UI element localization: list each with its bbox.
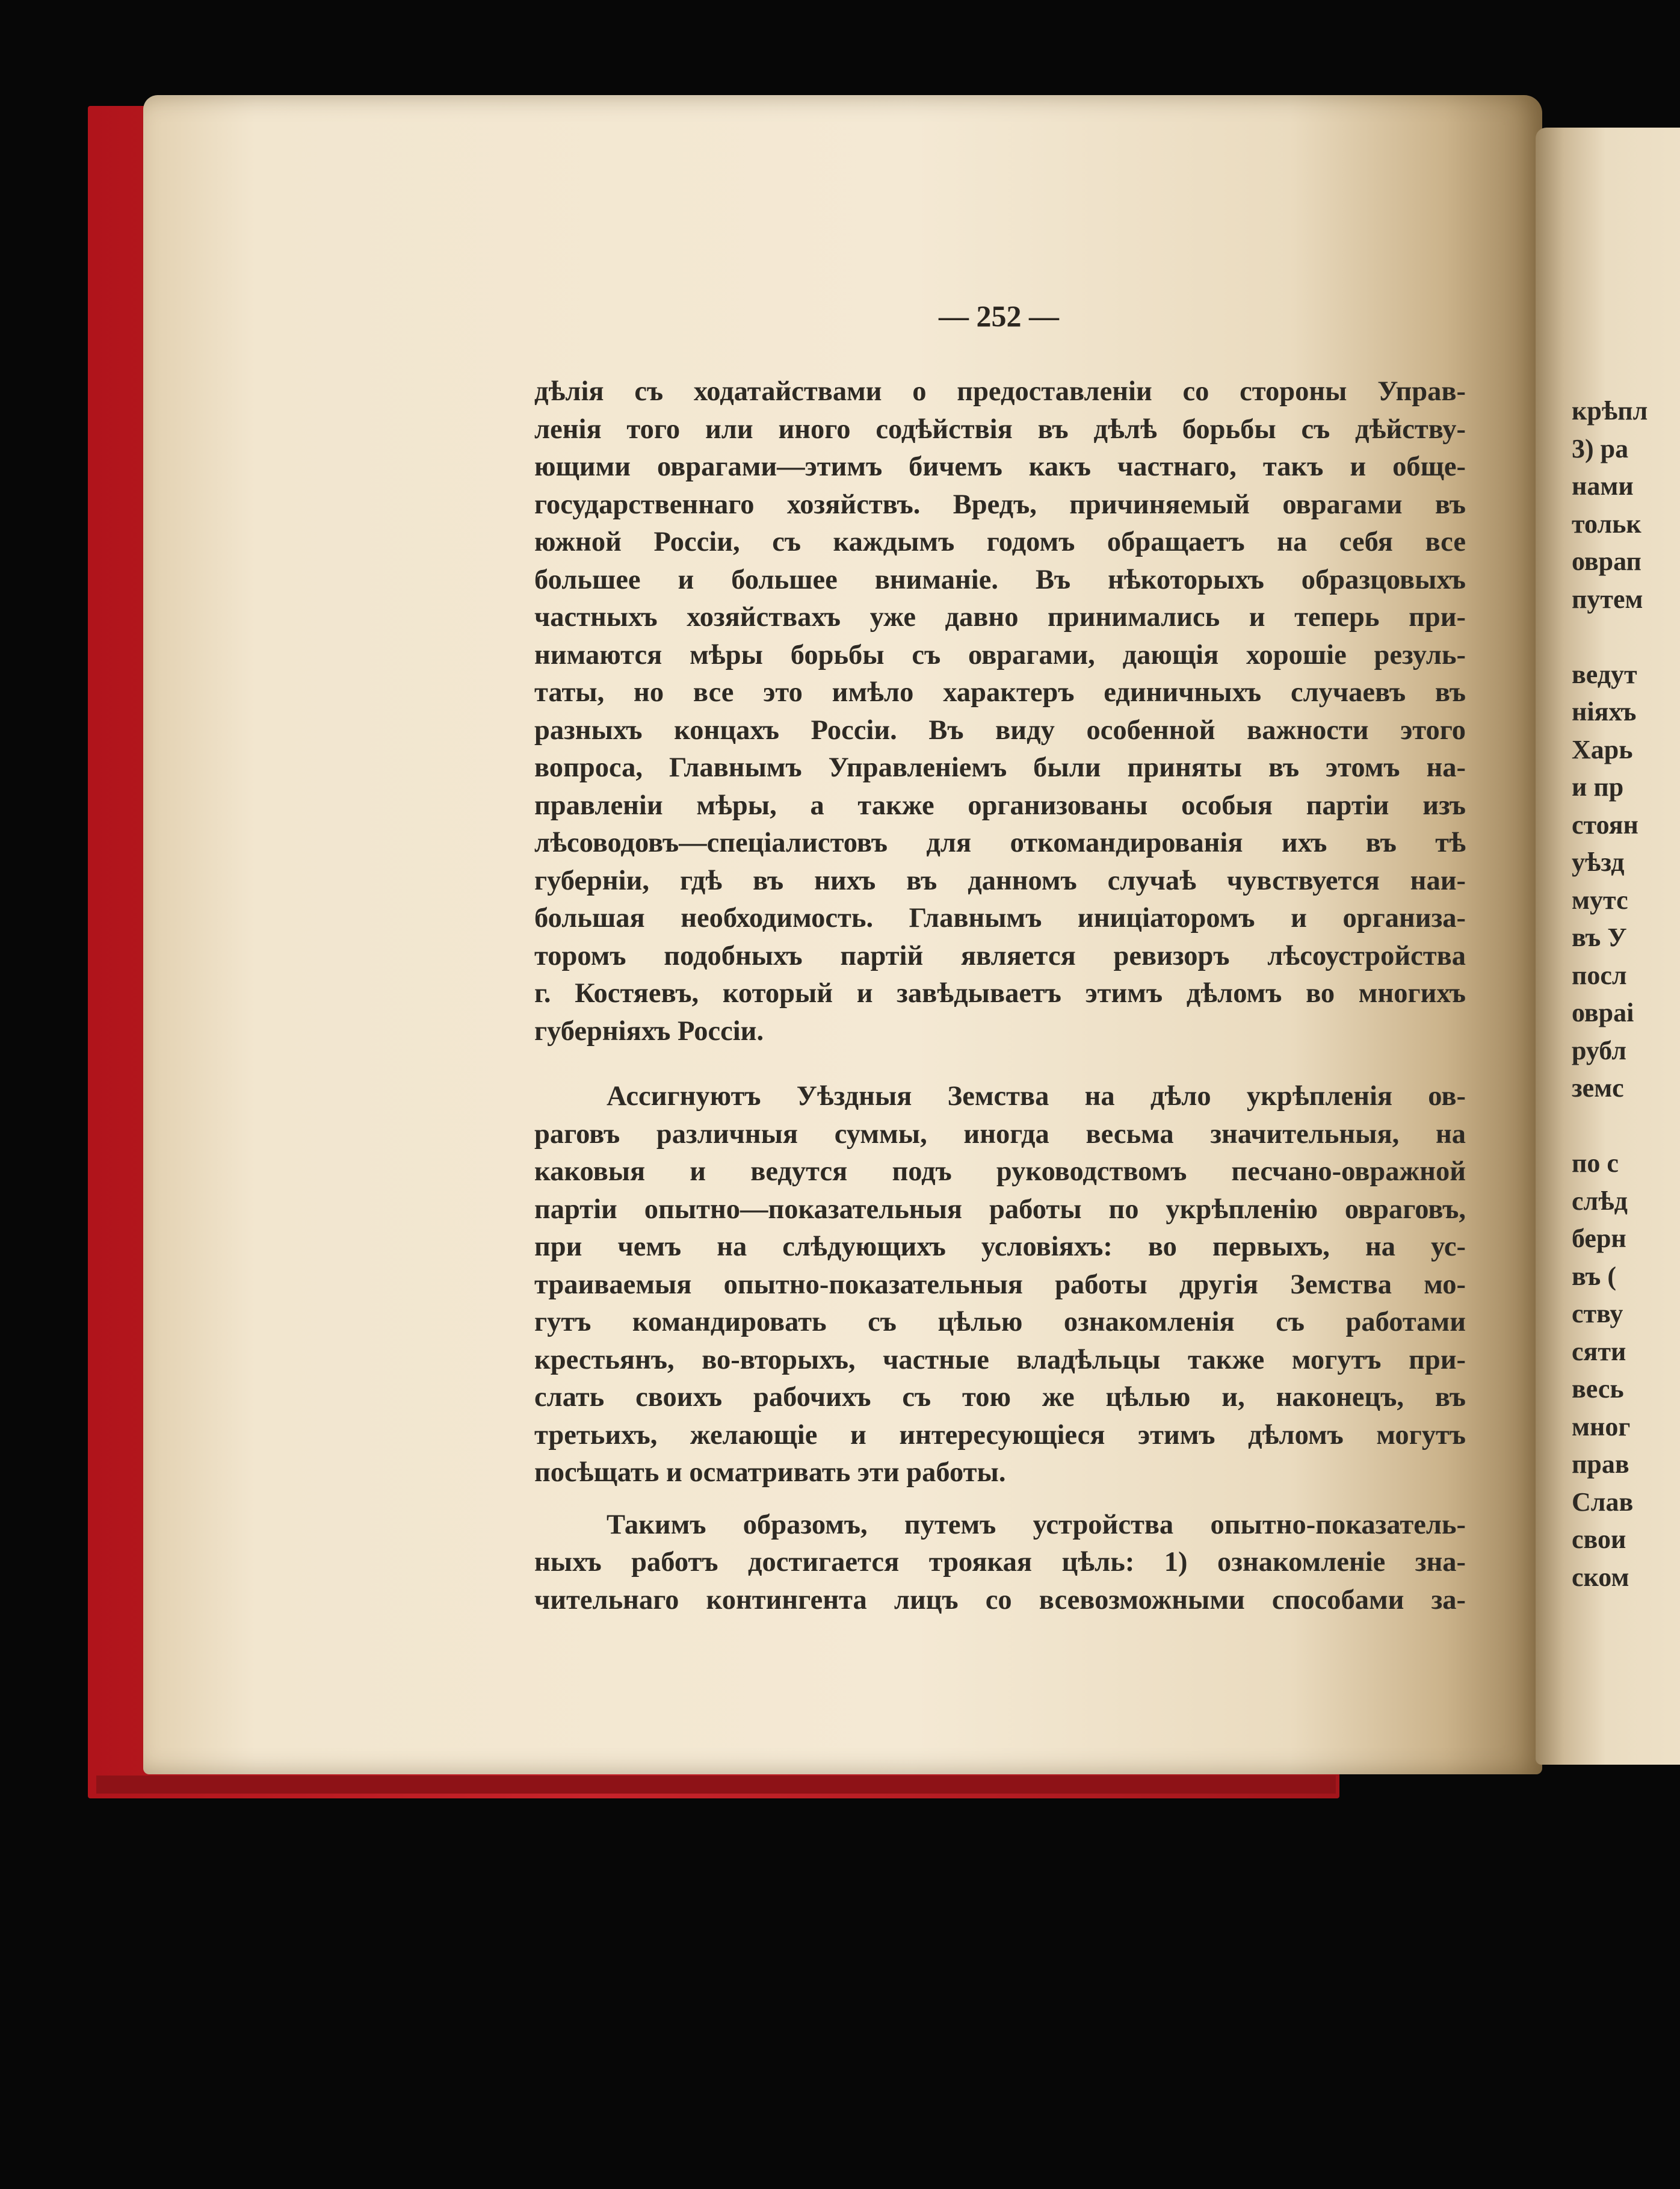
text-line: Ассигнуютъ Уѣздныя Земства на дѣло укрѣпленія ов- [607,1081,1466,1112]
text-line: при чемъ на слѣдующихъ условіяхъ: во первыхъ, на ус- [534,1231,1466,1262]
facing-line: мног [1572,1411,1631,1441]
facing-line: сяти [1572,1336,1626,1366]
facing-line: ведут [1572,659,1637,689]
book-cover-edge [96,1776,1336,1794]
facing-line: путем [1572,584,1643,614]
text-line: г. Костяевъ, который и завѣдываетъ этимъ дѣломъ во многихъ [534,978,1466,1009]
facing-line [1572,1107,1680,1145]
facing-line: Слав [1572,1487,1634,1517]
text-line: большая необходимость. Главнымъ иниціаторомъ и организа- [534,903,1466,933]
facing-line: 3) ра [1572,433,1629,463]
text-line: гутъ командировать съ цѣлью ознакомленія съ работами [534,1307,1466,1337]
text-line: разныхъ концахъ Россіи. Въ виду особенной важности этого [534,714,1466,746]
text-line: чительнаго контингента лицъ со всевозможными способами за- [534,1584,1466,1615]
facing-line: прав [1572,1449,1629,1479]
facing-line: берн [1572,1224,1626,1253]
facing-line: нами [1572,471,1634,501]
facing-line: въ ( [1572,1261,1616,1291]
text-line: дѣлія съ ходатайствами о предоставленіи со стороны Управ- [534,376,1466,407]
facing-line: Харь [1572,734,1633,764]
page-number: — 252 — [939,299,1059,333]
text-line: губерніяхъ Россіи. [534,1015,764,1047]
text-line: лѣсоводовъ—спеціалистовъ для откомандированія ихъ въ тѣ [534,828,1466,858]
text-line: торомъ подобныхъ партій является ревизоръ лѣсоустройства [534,940,1466,971]
page-text [534,373,1466,1619]
text-line: вопроса, Главнымъ Управленіемъ были приняты въ этомъ на- [534,752,1466,783]
facing-line: по с [1572,1148,1619,1178]
text-line: нимаются мѣры борьбы съ оврагами, дающія хорошіе резуль- [534,639,1466,670]
text-line: каковыя и ведутся подъ руководствомъ песчано-овражной [534,1156,1466,1187]
facing-line: въ У [1572,923,1627,952]
facing-line: весь [1572,1374,1624,1404]
text-line: южной Россіи, съ каждымъ годомъ обращаетъ на себя все [534,527,1466,557]
text-line: траиваемыя опытно-показательныя работы другія Земства мо- [534,1269,1466,1300]
facing-line: крѣпл [1572,396,1648,426]
facing-line: свои [1572,1525,1626,1554]
facing-line: стоян [1572,810,1638,840]
facing-line: уѣзд [1572,847,1625,877]
facing-page-text [1572,392,1680,1596]
text-line: ленія того или иного содѣйствія въ дѣлѣ борьбы съ дѣйству- [534,413,1466,445]
facing-line: тольк [1572,509,1641,539]
facing-line: земс [1572,1073,1624,1103]
text-line: посѣщать и осматривать эти работы. [534,1457,1006,1488]
text-line: Такимъ образомъ, путемъ устройства опытно-показатель- [607,1509,1466,1540]
text-line: партіи опытно—показательныя работы по укрѣпленію овраговъ, [534,1194,1466,1225]
facing-line: мутс [1572,885,1628,915]
text-line: раговъ различныя суммы, иногда весьма значительныя, на [534,1118,1466,1150]
text-line: государственнаго хозяйствъ. Вредъ, причиняемый оврагами въ [534,489,1466,520]
facing-line: рубл [1572,1035,1626,1065]
facing-line: посл [1572,960,1627,990]
text-line: слать своихъ рабочихъ съ тою же цѣлью и, наконецъ, въ [534,1382,1466,1413]
text-line: правленіи мѣры, а также организованы особыя партіи изъ [534,790,1466,821]
text-line: ныхъ работъ достигается троякая цѣль: 1) ознакомленіе зна- [534,1547,1466,1578]
text-line: большее и большее вниманіе. Въ нѣкоторыхъ образцовыхъ [534,564,1466,595]
text-line: крестьянъ, во-вторыхъ, частные владѣльцы также могутъ при- [534,1344,1466,1375]
facing-line: овраі [1572,998,1634,1027]
facing-line: слѣд [1572,1186,1628,1216]
facing-line: и пр [1572,772,1624,802]
text-line: частныхъ хозяйствахъ уже давно принимались и теперь при- [534,602,1466,633]
text-line: третьихъ, желающіе и интересующіеся этимъ дѣломъ могутъ [534,1419,1466,1451]
text-line: губерніи, гдѣ въ нихъ въ данномъ случаѣ чувствуется наи- [534,865,1466,896]
facing-line: ском [1572,1562,1629,1592]
facing-line: ніяхъ [1572,697,1637,726]
facing-line: ству [1572,1299,1623,1328]
facing-line: оврап [1572,546,1641,576]
text-line: ющими оврагами—этимъ бичемъ какъ частнаго, такъ и обще- [534,451,1466,482]
facing-line [1572,618,1680,656]
text-line: таты, но все это имѣло характеръ единичныхъ случаевъ въ [534,677,1466,708]
